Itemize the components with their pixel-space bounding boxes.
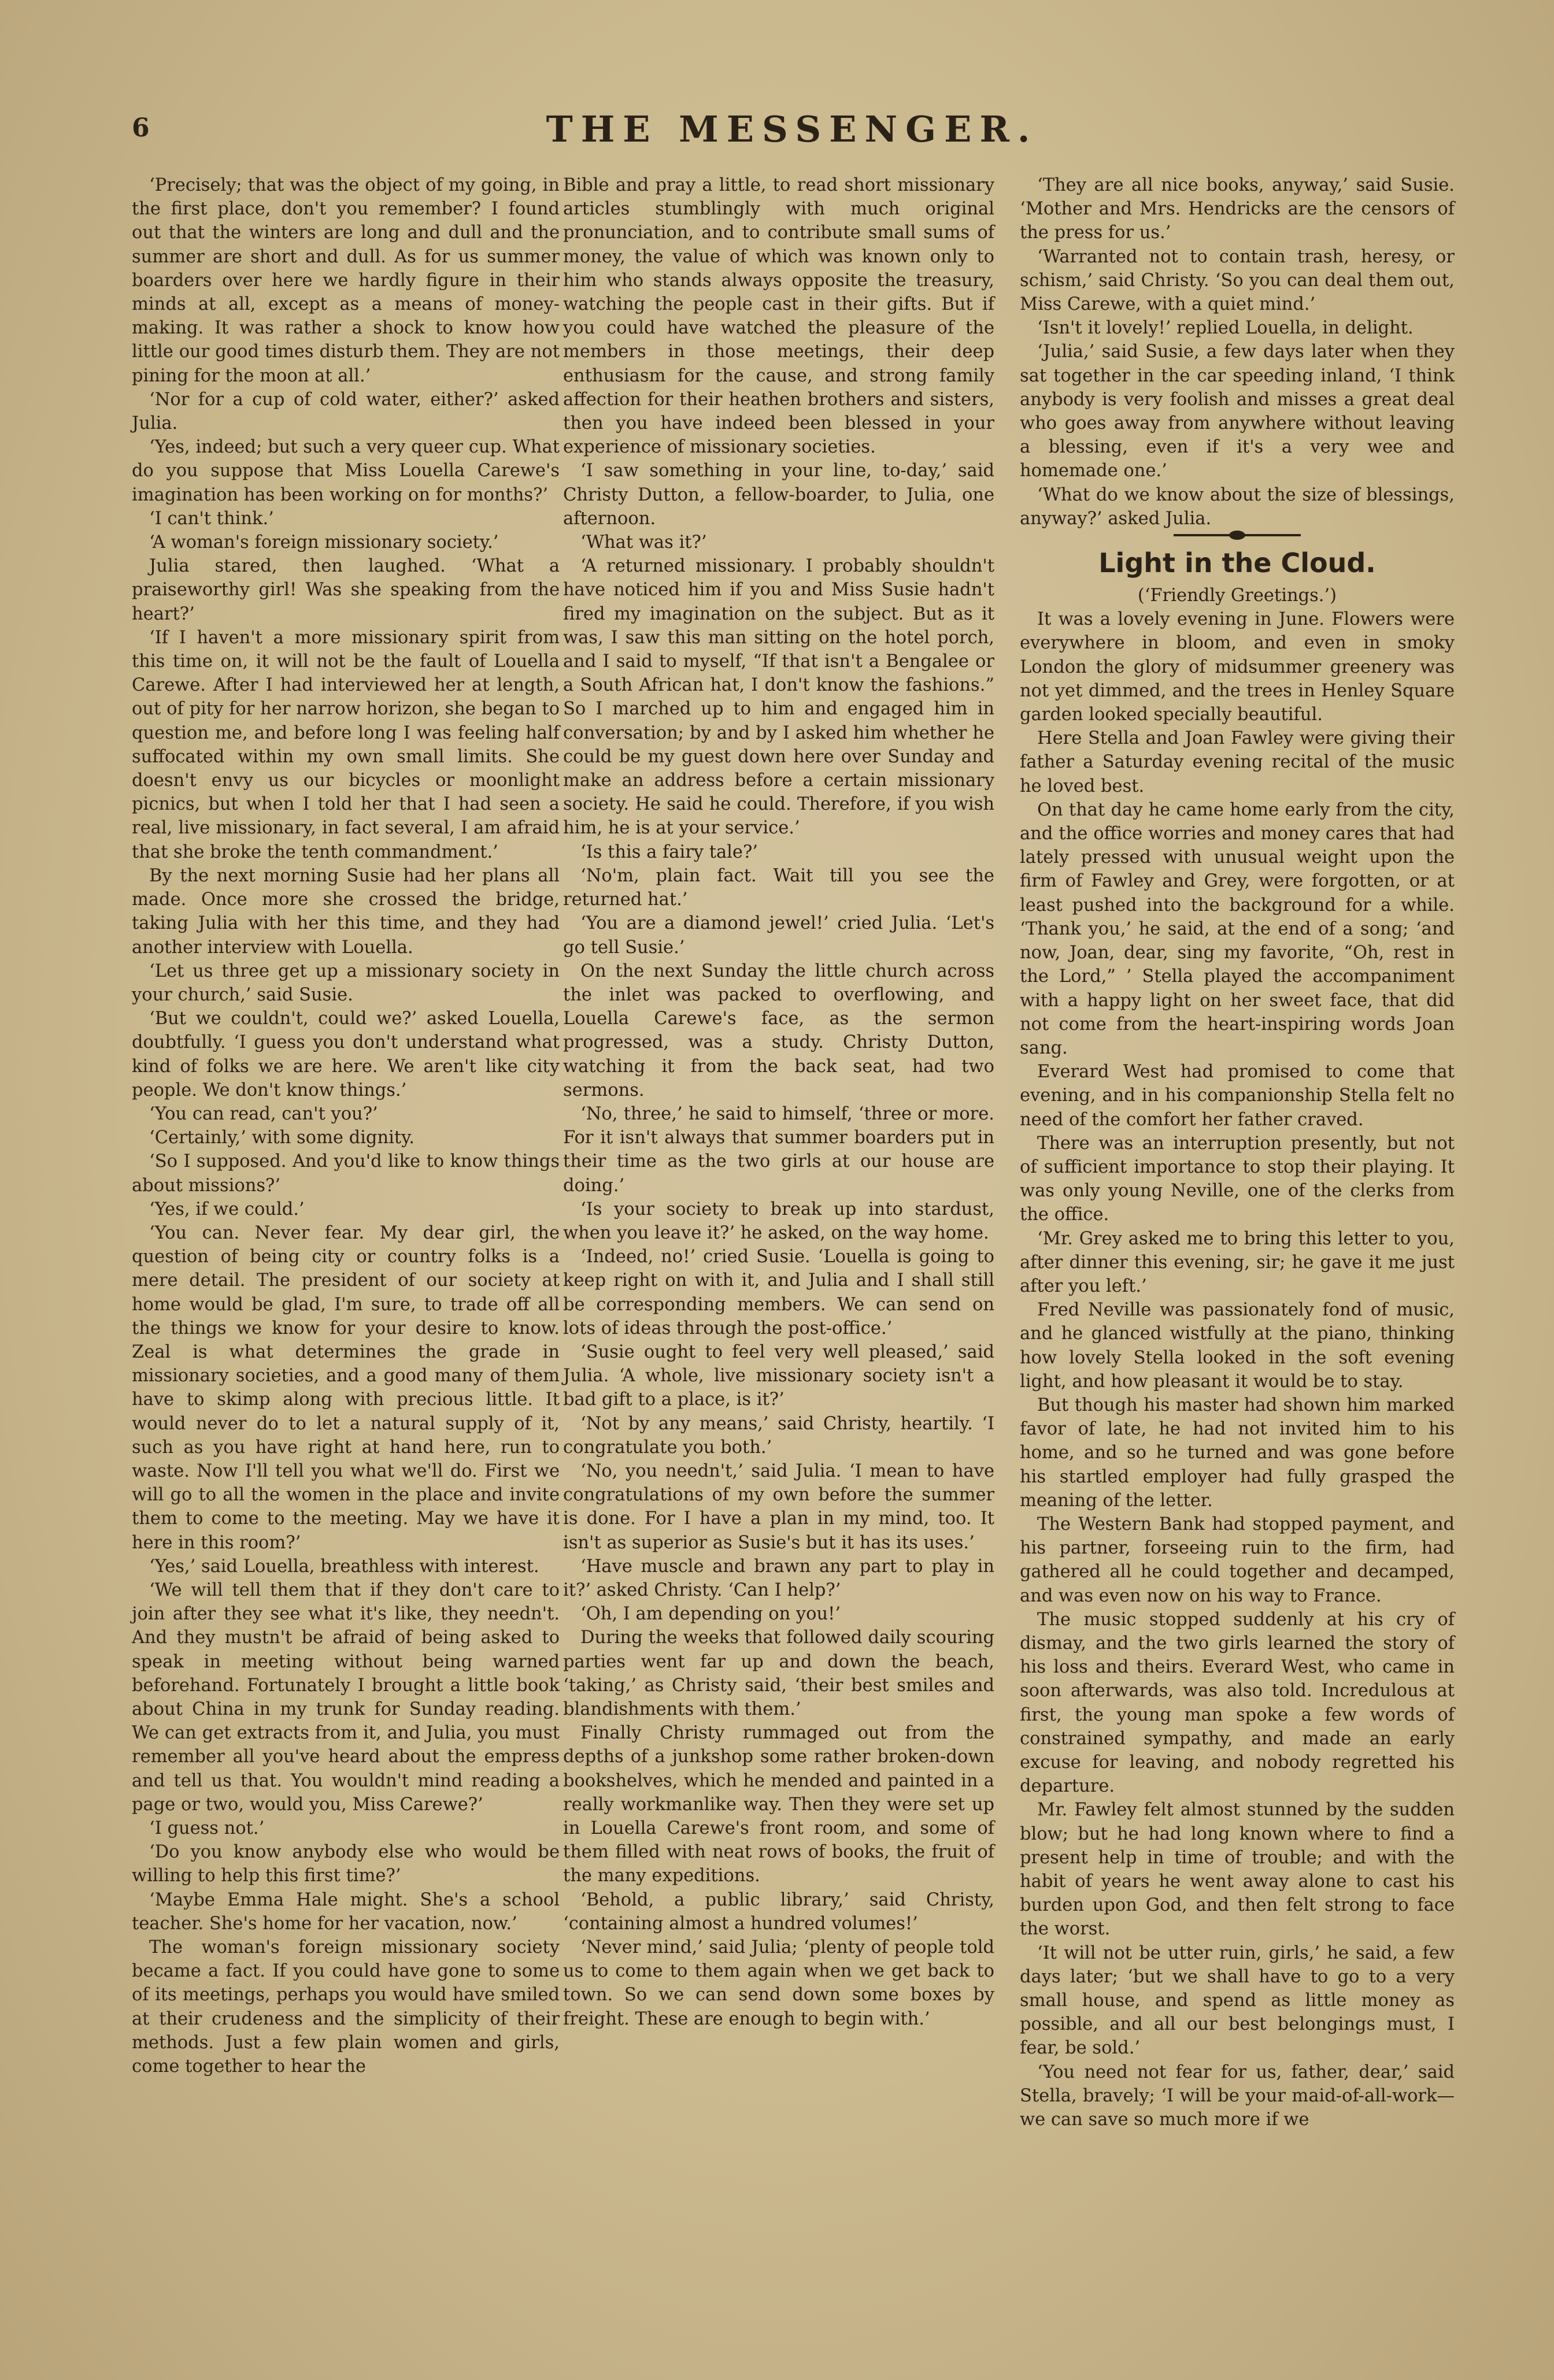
paragraph: But though his master had shown him marked favor of late, he had not invited him to his home, and so he turned and was gone before his startled employer had fully grasped the meaning of the letter. (1020, 1395, 1455, 1511)
paragraph: ‘Not by any means,’ said Christy, heartily. ‘I congratulate you both.’ (563, 1413, 994, 1458)
paragraph: ‘You need not fear for us, father, dear,’ said Stella, bravely; ‘I will be your maid-of-all-work—we can save so much more if we (1020, 2062, 1455, 2130)
paragraph: ‘Yes, indeed; but such a very queer cup. What do you suppose that Miss Louella Carewe's imagination has been working on for months?’ (132, 437, 560, 505)
paragraph: ‘It will not be utter ruin, girls,’ he said, a few days later; ‘but we shall have to go to a very small house, and spend as little money as possible, and all our best belongings must, I fear, be sold.’ (1020, 1942, 1455, 2059)
paragraph: ‘No, three,’ he said to himself, ‘three or more. For it isn't always that summer boarders put in their time as the two girls at our house are doing.’ (563, 1103, 994, 1196)
paragraph: ‘Oh, I am depending on you!’ (580, 1604, 841, 1625)
paragraph: There was an interruption presently, but not of sufficient importance to stop their playing. It was only young Neville, one of the clerks from the office. (1020, 1133, 1455, 1225)
paragraph: ‘So I supposed. And you'd like to know things about missions?’ (132, 1151, 560, 1196)
paragraph: ‘Nor for a cup of cold water, either?’ asked Julia. (132, 389, 560, 434)
paragraph: ‘A returned missionary. I probably shouldn't have noticed him if you and Miss Susie hadn't fired my imagination on the subject. But as it was, I saw this man sitting on the hotel porch, and I said to myself, “If that isn't a Bengalee or a South African hat, I don't know the fashions.” So I marched up to him and engaged him in conversation; by and by I asked him whether he could be my guest down here over Sunday and make an address before a certain missionary society. He said he could. Therefore, if you wish him, he is at your service.’ (563, 556, 994, 839)
paragraph: ‘Have muscle and brawn any part to play in it?’ asked Christy. ‘Can I help?’ (563, 1556, 994, 1600)
paragraph: Mr. Fawley felt almost stunned by the sudden blow; but he had long known where to find a present help in time of trouble; and with the habit of years he went away alone to cast his burden upon God, and then felt strong to face the worst. (1020, 1800, 1455, 1940)
paragraph: On the next Sunday the little church across the inlet was packed to overflowing, and Louella Carewe's face, as the sermon progressed, was a study. Christy Dutton, watching it from the back seat, had two sermons. (563, 961, 994, 1100)
section-divider (1174, 534, 1301, 536)
paragraph: ‘No'm, plain fact. Wait till you see the returned hat.’ (563, 865, 994, 910)
page-header (127, 110, 1457, 156)
paragraph: ‘But we couldn't, could we?’ asked Louella, doubtfully. ‘I guess you don't understand what kind of folks we are here. We aren't like city people. We don't know things.’ (132, 1009, 560, 1100)
paragraph: ‘Yes, if we could.’ (149, 1199, 305, 1219)
paragraph: ‘A woman's foreign missionary society.’ (149, 532, 499, 553)
story-title: Light in the Cloud. (1098, 547, 1376, 579)
paragraph: The Western Bank had stopped payment, and his partner, forseeing ruin to the firm, had gathered all he could together and decamped, and was even now on his way to France. (1020, 1514, 1455, 1606)
paragraph: Finally Christy rummaged out from the depths of a junkshop some rather broken-down bookshelves, which he mended and painted in a really workmanlike way. Then they were set up in Louella Carewe's front room, and some of them filled with neat rows of books, the fruit of the many expeditions. (563, 1723, 994, 1886)
paragraph: ‘Is your society to break up into stardust, when you leave it?’ he asked, on the way home. (563, 1199, 994, 1243)
paragraph: ‘What was it?’ (580, 532, 707, 553)
paragraph: ‘Certainly,’ with some dignity. (149, 1128, 415, 1148)
paragraph: ‘I saw something in your line, to-day,’ said Christy Dutton, a fellow-boarder, to Julia, one afternoon. (563, 461, 994, 529)
page-number: 6 (132, 113, 150, 143)
paragraph: ‘You are a diamond jewel!’ cried Julia. ‘Let's go tell Susie.’ (563, 913, 994, 958)
column-3 (1020, 173, 1455, 2131)
paragraph: ‘Isn't it lovely!’ replied Louella, in delight. (1037, 318, 1414, 339)
paragraph: ‘Is this a fairy tale?’ (580, 841, 758, 862)
paragraph: ‘Yes,’ said Louella, breathless with interest. (149, 1556, 539, 1577)
paragraph: During the weeks that followed daily scouring parties went far up and down the beach, ‘taking,’ as Christy said, ‘their best smiles and blandishments with them.’ (563, 1628, 994, 1719)
paragraph: ‘Behold, a public library,’ said Christy, ‘containing almost a hundred volumes!’ (563, 1889, 994, 1934)
story-source: (‘Friendly Greetings.’) (1137, 585, 1337, 606)
paragraph: ‘If I haven't a more missionary spirit from this time on, it will not be the fault of Louella Carewe. After I had interviewed her at length, out of pity for her narrow horizon, she began to question me, and before long I was feeling half suffocated within my own small limits. She doesn't envy us our bicycles or moonlight picnics, but when I told her that I had seen a real, live missionary, in fact several, I am afraid that she broke the tenth commandment.’ (132, 627, 560, 862)
paragraph: ‘Mr. Grey asked me to bring this letter to you, after dinner this evening, sir; he gave it me just after you left.’ (1020, 1228, 1455, 1296)
paragraph: Fred Neville was passionately fond of music, and he glanced wistfully at the piano, thinking how lovely Stella looked in the soft evening light, and how pleasant it would be to stay. (1020, 1300, 1455, 1392)
paragraph: On that day he came home early from the city, and the office worries and money cares that had lately pressed with unusual weight upon the firm of Fawley and Grey, were forgotten, or at least pushed into the background for a while. ‘Thank you,’ he said, at the end of a song; ‘and now, Joan, dear, sing my favorite, “Oh, rest in the Lord,” ’ Stella played the accompaniment with a happy light on her sweet face, that did not come from the heart-inspiring words Joan sang. (1020, 799, 1455, 1058)
masthead-title: THE MESSENGER. (546, 108, 1038, 150)
paragraph: ‘No, you needn't,’ said Julia. ‘I mean to have congratulations of my own before the summer is done. For I have a plan in my mind, too. It isn't as superior as Susie's but it has its uses.’ (563, 1460, 994, 1553)
paragraph: ‘Precisely; that was the object of my going, in the first place, don't you remember? I found out that the winters are long and dull and the summer are short and dull. As for us summer boarders over here we hardly figure in their minds at all, except as a means of money-making. It was rather a shock to know how little our good times disturb them. They are not pining for the moon at all.’ (132, 175, 560, 386)
paragraph: ‘I guess not.’ (149, 1818, 265, 1839)
paragraph: It was a lovely evening in June. Flowers were everywhere in bloom, and even in smoky London the glory of midsummer greenery was not yet dimmed, and the trees in Henley Square garden looked specially beautiful. (1020, 609, 1455, 725)
paragraph: ‘Maybe Emma Hale might. She's a school teacher. She's home for her vacation, now.’ (132, 1889, 560, 1934)
paragraph: The woman's foreign missionary society became a fact. If you could have gone to some of its meetings, perhaps you would have smiled at their crudeness and the simplicity of their methods. Just a few plain women and girls, come together to hear the (132, 1937, 560, 2077)
paragraph: ‘Never mind,’ said Julia; ‘plenty of people told us to come to them again when we get back to town. So we can send down some boxes by freight. These are enough to begin with.’ (563, 1937, 994, 2029)
paragraph: ‘They are all nice books, anyway,’ said Susie. ‘Mother and Mrs. Hendricks are the censors of the press for us.’ (1020, 175, 1455, 243)
paragraph: ‘You can. Never fear. My dear girl, the question of being city or country folks is a mere detail. The president of our society at home would be glad, I'm sure, to trade off all the things we know for your desire to know. Zeal is what determines the grade in missionary societies, and a good many of them have to skimp along with precious little. It would never do to let a natural supply of it, such as you have right at hand here, run to waste. Now I'll tell you what we'll do. First we will go to all the women in the place and invite them to come to the meeting. May we have it here in this room?’ (132, 1222, 560, 1553)
paragraph: Here Stella and Joan Fawley were giving their father a Saturday evening recital of the music he loved best. (1020, 728, 1455, 796)
paragraph: ‘Julia,’ said Susie, a few days later when they sat together in the car speeding inland, ‘I think anybody is very foolish and misses a great deal who goes away from anywhere without leaving a blessing, even if it's a very wee and homemade one.’ (1020, 342, 1455, 481)
paragraph: ‘Indeed, no!’ cried Susie. ‘Louella is going to keep right on with it, and Julia and I shall still be corresponding members. We can send on lots of ideas through the post-office.’ (563, 1247, 994, 1339)
paragraph: ‘Let us three get up a missionary society in your church,’ said Susie. (132, 961, 560, 1005)
column-2 (563, 173, 994, 2031)
column-1 (132, 173, 560, 2078)
paragraph: Bible and pray a little, to read short missionary articles stumblingly with much original pronunciation, and to contribute small sums of money, the value of which was known only to him who stands always opposite the treasury, watching the people cast in their gifts. But if you could have watched the pleasure of the members in those meetings, their deep enthusiasm for the cause, and strong family affection for their heathen brothers and sisters, then you have indeed been blessed in your experience of missionary societies. (563, 175, 994, 458)
paragraph: ‘You can read, can't you?’ (149, 1103, 378, 1124)
paragraph: ‘We will tell them that if they don't care to join after they see what it's like, they needn't. And they mustn't be afraid of being asked to speak in meeting without being warned beforehand. Fortunately I brought a little book about China in my trunk for Sunday reading. We can get extracts from it, and Julia, you must remember all you've heard about the empress and tell us that. You wouldn't mind reading a page or two, would you, Miss Carewe?’ (132, 1580, 560, 1815)
paragraph: ‘I can't think.’ (149, 508, 274, 529)
paragraph: Everard West had promised to come that evening, and in his companionship Stella felt no need of the comfort her father craved. (1020, 1062, 1455, 1130)
paragraph: By the next morning Susie had her plans all made. Once more she crossed the bridge, taking Julia with her this time, and they had another interview with Louella. (132, 865, 560, 958)
paragraph: ‘What do we know about the size of blessings, anyway?’ asked Julia. (1020, 484, 1455, 529)
paragraph: ‘Warranted not to contain trash, heresy, or schism,’ said Christy. ‘So you can deal them out, Miss Carewe, with a quiet mind.’ (1020, 246, 1455, 315)
paragraph: The music stopped suddenly at his cry of dismay, and the two girls learned the story of his loss and theirs. Everard West, who came in soon afterwards, was also told. Incredulous at first, the young man spoke a few words of constrained sympathy, and made an early excuse for leaving, and nobody regretted his departure. (1020, 1609, 1455, 1797)
paragraph: Julia stared, then laughed. ‘What a praiseworthy girl! Was she speaking from the heart?’ (132, 556, 560, 624)
paragraph: ‘Do you know anybody else who would be willing to help this first time?’ (132, 1842, 560, 1886)
paragraph: ‘Susie ought to feel very well pleased,’ said Julia. ‘A whole, live missionary society isn't a bad gift to a place, is it?’ (563, 1341, 994, 1410)
